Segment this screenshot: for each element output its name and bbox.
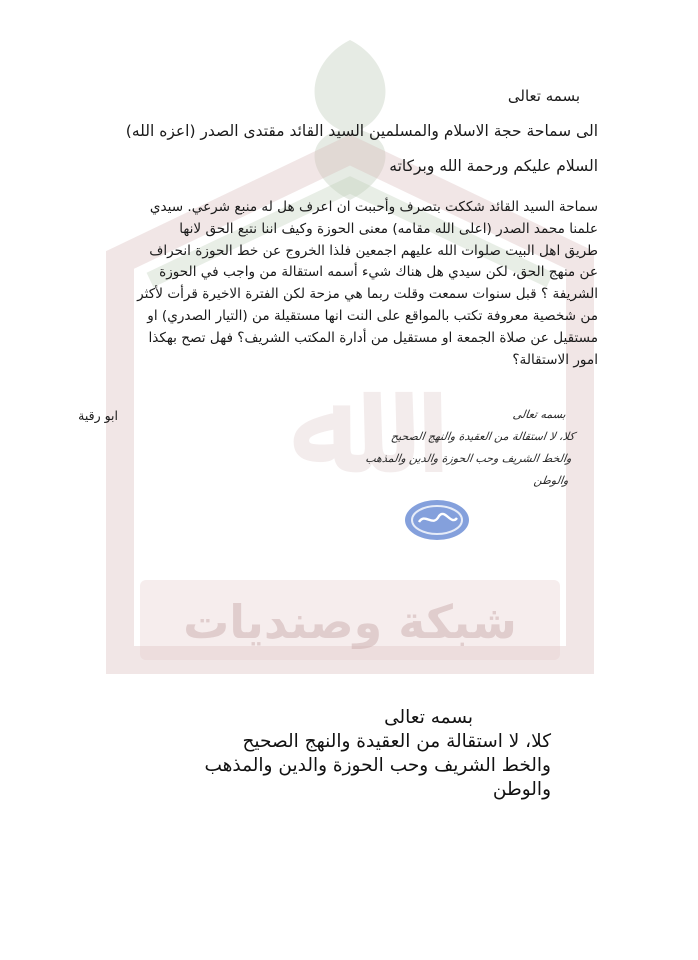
handwritten-reply [237,404,579,492]
handwritten-line: كلا، لا استقالة من العقيدة والنهج الصحيح [390,430,576,443]
body-line: طريق اهل البيت صلوات الله عليهم اجمعين فلذا الخروج عن خط الحوزة انحراف [149,242,598,259]
body-line: من شخصية معروفة تكتب بالمواقع على النت انها مستقيلة من (التيار الصدري) او [147,307,598,324]
body-line: امور الاستقالة؟ [512,351,598,368]
typed-reply-line: كلا، لا استقالة من العقيدة والنهج الصحيح [242,731,551,752]
body-line: سماحة السيد القائد شككت بتصرف وأحببت ان اعرف هل له منبع شرعي. سيدي [149,199,598,215]
handwritten-line: والوطن [532,474,570,487]
letter-basmala: بسمه تعالى [507,87,580,105]
body-line: مستقيل عن صلاة الجمعة او مستقيل من أدارة المكتب الشريف؟ فهل تصح بهكذا [148,329,598,346]
body-line: الشريفة ؟ قبل سنوات سمعت وقلت ربما هي مزحة لكن الفترة الاخيرة قرأت لأكثر [137,286,598,303]
signature: ابو رقية [78,408,118,423]
handwritten-line: والخط الشريف وحب الحوزة والدين والمذهب [364,452,573,465]
handwritten-heading: بسمه تعالى [511,408,567,421]
letter-greeting: السلام عليكم ورحمة الله وبركاته [389,157,598,175]
typed-reply-line: والوطن [492,779,551,800]
watermark-text: شبكة وصنديات [183,595,517,649]
letter-body [33,197,598,371]
typed-reply-heading: بسمه تعالى [384,707,473,728]
svg-text:ﷲ: ﷲ [291,348,369,501]
typed-reply [131,730,551,802]
letter-addressee: الى سماحة حجة الاسلام والمسلمين السيد القائد مقتدى الصدر (اعزه الله) [125,122,598,140]
seal-stamp [403,498,471,542]
typed-reply-line: والخط الشريف وحب الحوزة والدين والمذهب [204,755,551,776]
body-line: عن منهج الحق، لكن سيدي هل هناك شيء أسمه استقالة من واجب في الحوزة [159,264,598,281]
body-line: علمنا محمد الصدر (اعلى الله مقامه) معنى الحوزة وكيف اننا نتبع الحق لانها [179,220,598,237]
